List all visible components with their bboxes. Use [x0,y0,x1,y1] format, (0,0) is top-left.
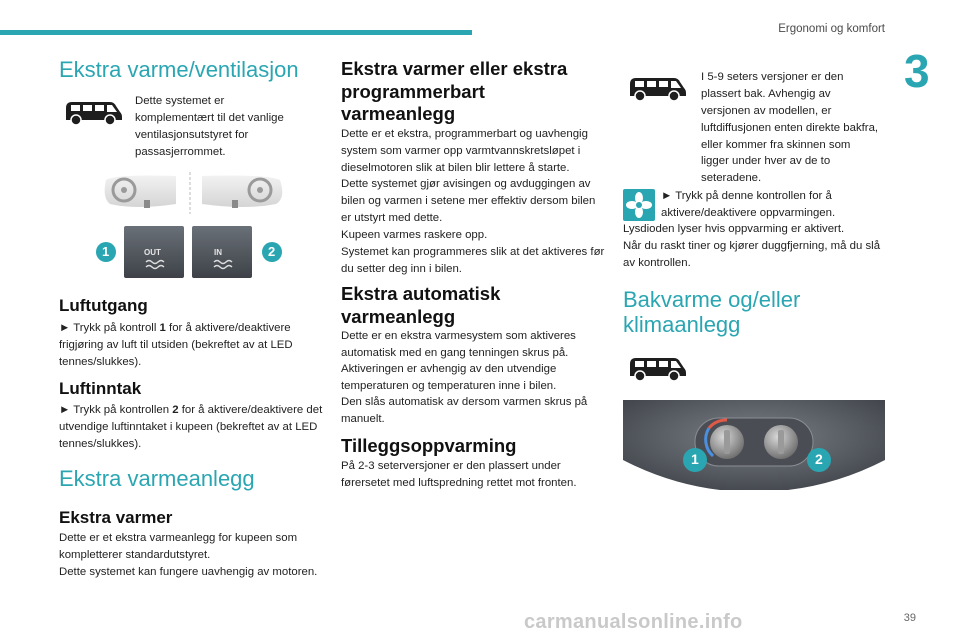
prog-paragraph-1: Dette er et ekstra, programmerbart og uavhengig system som varmer opp varmtvannskretsløpet i dieselmotoren slik at bilen blir lettere å starte. [341,128,588,174]
auto-paragraph-1: Dette er en ekstra varmesystem som aktiveres automatisk med en gang tenningen skrus på. [341,330,576,359]
luftutgang-text: ► Trykk på kontroll 1 for å aktivere/deaktivere frigjøring av luft til utsiden (bekreftet av at LED tennes/slukkes). [59,322,293,368]
knob-icon [710,425,744,459]
header-accent-bar [0,30,472,35]
fan-icon [623,189,655,221]
intro-text: Dette systemet er komplementært til det vanlige ventilasjonsutstyret for passasjerrommet. [135,95,284,158]
led-note: Lysdioden lyser hvis oppvarming er aktivert. [623,223,845,235]
defrost-note: Når du raskt tiner og kjører duggfjerning, må du slå av kontrollen. [623,240,881,269]
marker-1: 1 [691,451,699,467]
heading-luftutgang: Luftutgang [59,296,148,315]
heading-bakvarme: Bakvarme og/eller klimaanlegg [623,287,801,338]
marker-2: 2 [815,451,823,467]
ventilation-controls-illustration [96,170,292,282]
heading-ekstra-varmer: Ekstra varmer [59,508,173,527]
heading-ekstra-varme-ventilasjon: Ekstra varme/ventilasjon [59,57,299,82]
chapter-number: 3 [904,45,930,97]
rear-climate-panel-illustration [623,400,885,490]
section-title: Ergonomi og komfort [778,23,885,35]
luftinntak-text: ► Trykk på kontrollen 2 for å aktivere/deaktivere det utvendige luftinntaket i kupeen (bekreftet av at LED tennes/slukkes). [59,404,323,450]
heading-automatisk: Ekstra automatisk varmeanlegg [341,283,501,327]
van-icon [624,72,688,104]
knob-icon [764,425,798,459]
seats-note: I 5-9 seters versjoner er den plassert bak. Avhengig av versjonen av modellen, er luftdiffusjonen enten direkte bakfra, eller kommer fra skinnen som ligger under hver av de to seteradene. [701,71,879,185]
marker-1: 1 [102,244,110,259]
prog-paragraph-3: Kupeen varmes raskere opp. [341,229,488,241]
marker-2: 2 [268,244,276,259]
heading-ekstra-varmeanlegg: Ekstra varmeanlegg [59,466,255,491]
prog-paragraph-2: Dette systemet gjør avisingen og avduggingen av bilen og varmen i setene mer effektiv dersom bilen er utstyrt med dette. [341,178,596,224]
watermark: carmanualsonline.info [524,611,743,633]
heading-luftinntak: Luftinntak [59,379,142,398]
varmer-paragraph-2: Dette systemet kan fungere uavhengig av motoren. [59,566,318,578]
heading-programmerbart: Ekstra varmer eller ekstra programmerbart varmeanlegg [341,58,568,125]
prog-paragraph-4: Systemet kan programmeres slik at det aktiveres før du setter deg inn i bilen. [341,246,605,275]
auto-paragraph-3: Den slås automatisk av dersom varmen skrus på manuelt. [341,396,588,425]
in-button-label: IN [214,248,222,257]
fan-instruction: ► Trykk på denne kontrollen for å aktivere/deaktivere oppvarmingen. [661,190,836,219]
page-number: 39 [903,612,916,624]
out-button-label: OUT [144,248,161,257]
auto-paragraph-2: Aktiveringen er avhengig av den utvendige temperaturen og temperaturen inne i bilen. [341,363,557,392]
van-icon [624,352,688,384]
van-icon [60,96,124,128]
tillegg-paragraph-1: På 2-3 seterversjoner er den plassert under førersetet med luftspredning rettet mot fronten. [341,460,577,489]
varmer-paragraph-1: Dette er et ekstra varmeanlegg for kupeen som kompletterer standardutstyret. [59,532,298,561]
heading-tilleggsoppvarming: Tilleggsoppvarming [341,435,517,456]
